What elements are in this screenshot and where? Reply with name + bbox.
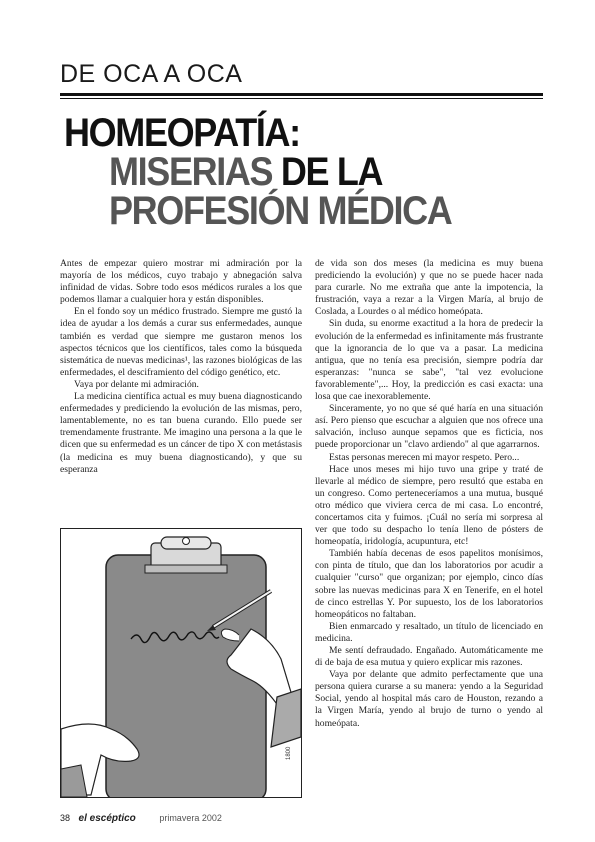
paragraph: En el fondo soy un médico frustrado. Siempre me gustó la idea de ayudar a los demás a curar sus enfermedades, aunque también es verdad que siempre me gustaron menos los aspectos técnicos que los científicos, tales como la búsqueda sistemática de nuevas medicinas¹, las razones biológicas de las enfermedades, el desciframiento del código genético, etc.	[60, 306, 302, 378]
paragraph: Estas personas merecen mi mayor respeto. Pero...	[329, 451, 520, 463]
paragraph: La medicina científica actual es muy buena diagnosticando enfermedades y prediciendo la evolución de las mismas, pero, lamentablemente, no es tan buena curando. Ello puede ser tremendamente frustrante. Me imagino una persona a la que le dicen que su enfermedad es un cáncer de tipo X con metástasis (la medicina es muy buena diagnosticando), y que su esperanza	[60, 391, 302, 475]
headline-line-2	[109, 150, 451, 194]
article-headline	[64, 111, 452, 233]
body-column-left	[60, 258, 302, 516]
section-title: DE OCA A OCA	[60, 60, 243, 88]
paragraph: También había decenas de esos papelitos monísimos, con pinta de título, que dan los laboratorios por acudir a cualquier "curso" que organizan; por ejemplo, cinco días sobre las nuevas medicinas para X en Tenerife, en el hotel de cinco estrellas Y. Por supuesto, los de los laboratorios homeopáticos no faltaban.	[315, 548, 543, 620]
page-number: 38	[60, 813, 71, 823]
clipboard-drawing	[61, 529, 301, 797]
illustration-credit: 1800	[286, 746, 292, 760]
paragraph: Sinceramente, yo no que sé qué haría en una situación así. Pero pienso que escuchar a alguien que nos ofrece una salvación, incluso aunque sepamos que es ficticia, nos puede proporcionar un "clavo ardiendo" al que agarrarnos.	[315, 403, 543, 451]
paragraph: Bien enmarcado y resaltado, un título de licenciado en medicina.	[315, 620, 543, 644]
magazine-name-accent: é	[106, 813, 112, 824]
paragraph: Vaya por delante mi admiración.	[74, 378, 199, 390]
clipboard-illustration	[60, 528, 302, 798]
section-rule-thin	[60, 98, 543, 99]
paragraph: Antes de empezar quiero mostrar mi admiración por la mayoría de los médicos, cuyo trabajo y abnegación salva infinidad de vidas. Sobre todo esos médicos rurales a los que podemos llamar a cualquier hora y están disponibles.	[60, 258, 302, 306]
headline-line-2-a: MISERIAS	[109, 150, 273, 194]
magazine-name	[79, 813, 136, 824]
headline-line-1: HOMEOPATÍA:	[64, 111, 300, 155]
headline-line-3: PROFESIÓN MÉDICA	[109, 189, 452, 233]
page-footer	[60, 813, 222, 824]
body-column-right	[315, 258, 543, 794]
magazine-name-suffix: ptico	[111, 813, 136, 824]
issue-label: primavera 2002	[159, 813, 222, 823]
paragraph: Me sentí defraudado. Engañado. Automáticamente me di de baja de esa mutua y quiero explicar mis razones.	[315, 645, 543, 669]
paragraph: Vaya por delante que admito perfectamente que una persona quiera curarse a su manera: yendo a la Seguridad Social, yendo al hospital más caro de Houston, rezando a la Virgen María, yendo al brujo de turno o yendo al homeópata.	[315, 669, 543, 729]
headline-line-2-b: DE LA	[280, 150, 383, 194]
paragraph: Sin duda, su enorme exactitud a la hora de predecir la evolución de la enfermedad es infinitamente más frustrante que la ignorancia de lo que va a pasar. La medicina antigua, que no tenía esa precisión, siempre podría dar esperanzas: "nunca se sabe", "tal vez evolucione favorablemente",... Hoy, la predicción es casi exacta: una losa que cae inexorablemente.	[315, 318, 543, 403]
paragraph: Hace unos meses mi hijo tuvo una gripe y traté de llevarle al médico de siempre, pero resultó que estaba en un congreso. Como perteneceríamos a una mutua, busqué otro médico que viviera cerca de mi casa. Lo encontré, concertamos cita y fuimos. ¡Cuál no sería mi sorpresa al ver que todo su despacho lo tenía lleno de pósters de homeopatía, iridología, acupuntura, etc!	[315, 463, 543, 548]
paragraph: de vida son dos meses (la medicina es muy buena prediciendo la evolución) y que no se puede hacer nada para curarle. No me extraña que ante la impotencia, la frustración, vaya a rezar a la Virgen María, al brujo de Coslada, a Lourdes o al médico homeópata.	[315, 258, 543, 318]
section-rule	[60, 93, 543, 96]
magazine-name-prefix: el esc	[78, 813, 107, 824]
